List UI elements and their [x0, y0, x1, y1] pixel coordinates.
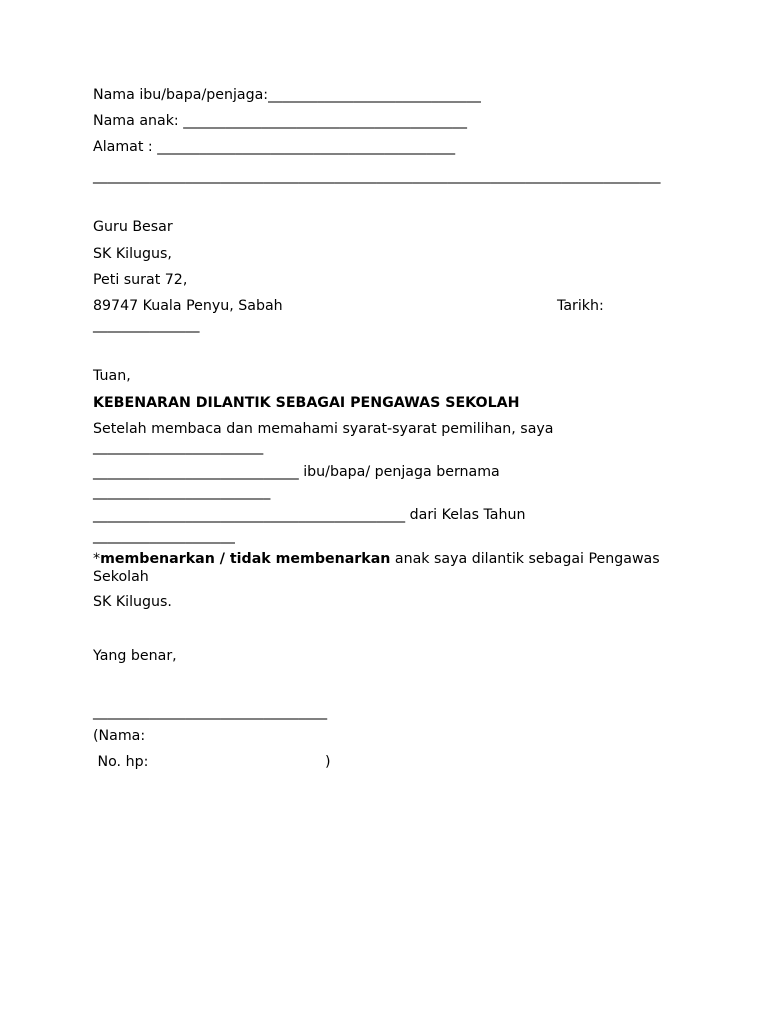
recipient-title: Guru Besar — [93, 219, 173, 235]
statement-line-3: ____________________________________________ dari Kelas Tahun — [93, 507, 526, 523]
blank-line-3: ____________________ — [93, 528, 235, 544]
consent-statement — [93, 550, 673, 586]
recipient-city: 89747 Kuala Penyu, Sabah — [93, 298, 283, 314]
consent-asterisk: * — [93, 551, 101, 567]
salutation: Tuan, — [93, 368, 131, 384]
letter-subject: KEBENARAN DILANTIK SEBAGAI PENGAWAS SEKOLAH — [93, 395, 520, 411]
recipient-school: SK Kilugus, — [93, 246, 172, 262]
address-field: Alamat : __________________________________________ — [93, 139, 456, 155]
consent-text: anak saya dilantik sebagai Pengawas Sekolah — [93, 551, 660, 585]
phone-label: No. hp: — [93, 754, 149, 770]
child-name-field: Nama anak: ________________________________________ — [93, 113, 467, 129]
blank-line-2: _________________________ — [93, 484, 271, 500]
consent-options: membenarkan / tidak membenarkan — [100, 551, 391, 567]
blank-line-1: ________________________ — [93, 439, 264, 455]
recipient-po-box: Peti surat 72, — [93, 272, 188, 288]
statement-line-1: Setelah membaca dan memahami syarat-syarat pemilihan, saya — [93, 421, 554, 437]
name-label: (Nama: — [93, 728, 146, 744]
date-blank-line: _______________ — [93, 317, 200, 333]
date-label: Tarikh: — [557, 298, 604, 314]
signature-line: _________________________________ — [93, 704, 328, 720]
address-continuation-line: ________________________________________________________________________________ — [93, 168, 661, 184]
statement-line-2: _____________________________ ibu/bapa/ penjaga bernama — [93, 464, 500, 480]
closing: Yang benar, — [93, 648, 177, 664]
close-parenthesis: ) — [325, 754, 331, 770]
school-name-end: SK Kilugus. — [93, 594, 172, 610]
parent-name-field: Nama ibu/bapa/penjaga:______________________________ — [93, 87, 481, 103]
